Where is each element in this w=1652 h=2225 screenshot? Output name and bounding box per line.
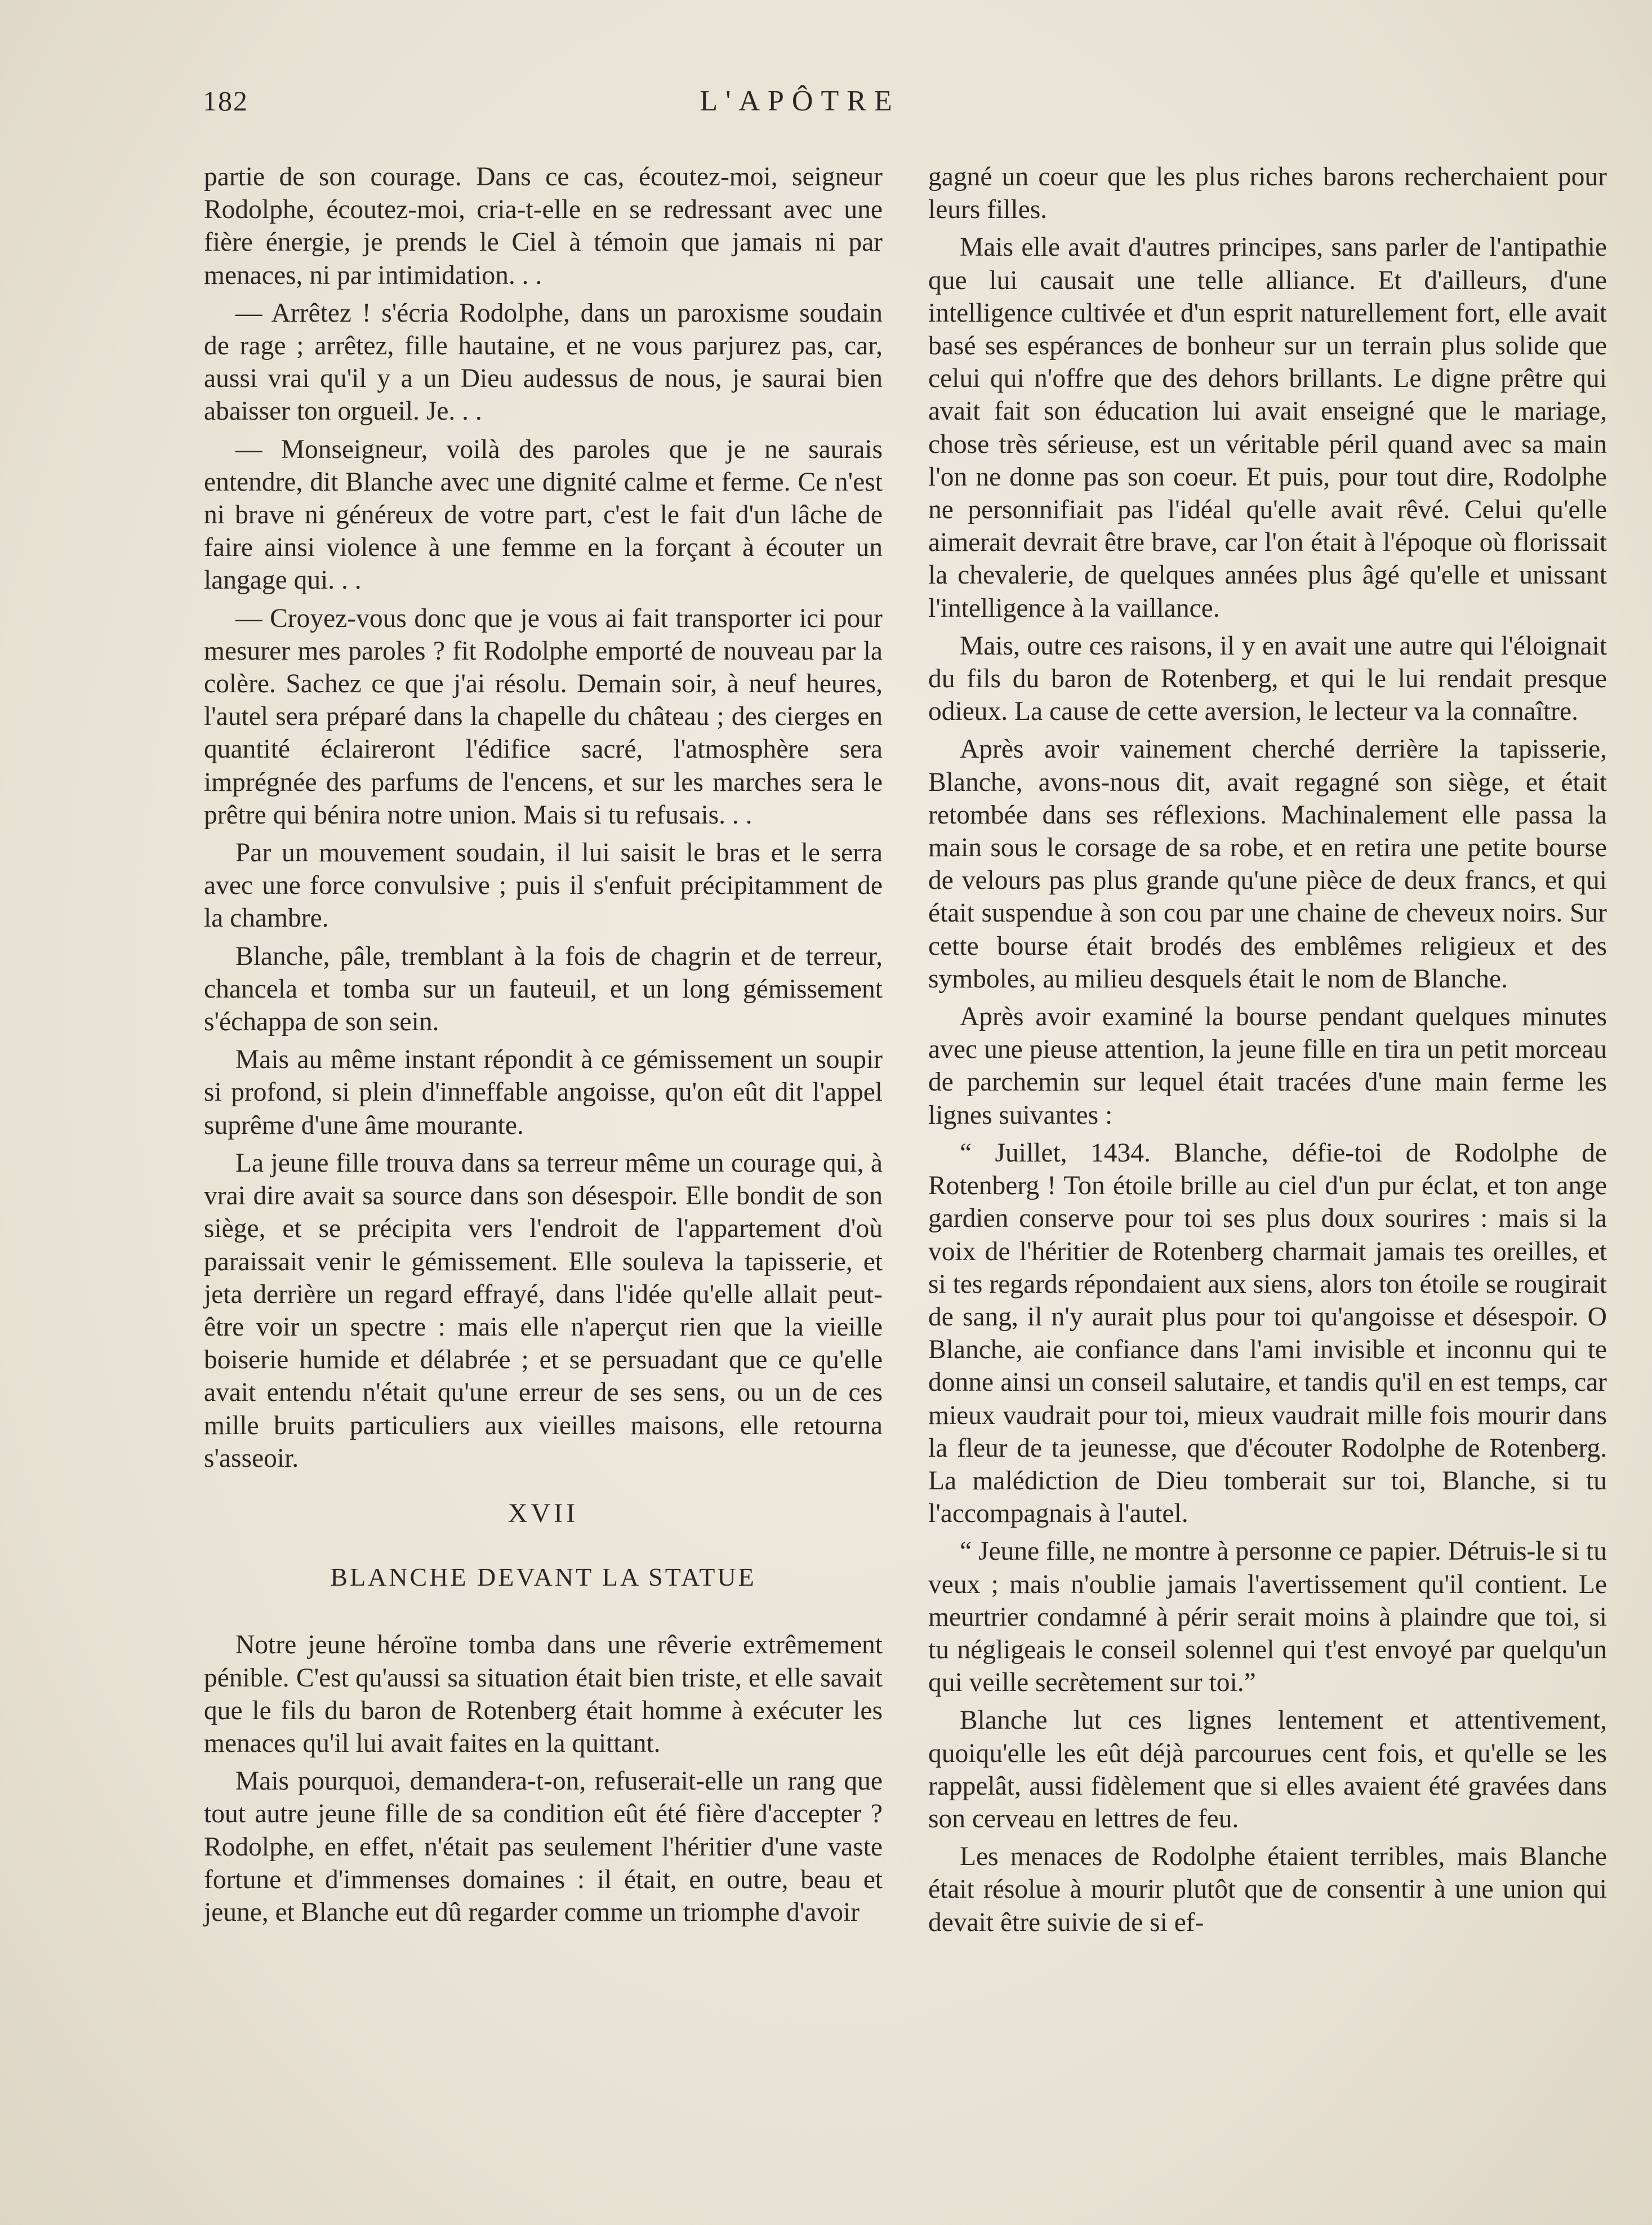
- chapter-number: XVII: [507, 1498, 579, 1528]
- paragraph: Mais pourquoi, demandera-t-on, refuserait-elle un rang que tout autre jeune fille de sa condition eût été fière d'accepter ? Rodolphe, en effet, n'était pas seulement l'héritier d'une vaste fortune et d'immenses domaines : il était, en outre, beau et jeune, et Blanche eut dû regarder comme un triomphe d'avoir: [204, 1766, 883, 1927]
- paragraph: Par un mouvement soudain, il lui saisit le bras et le serra avec une force convulsive ; puis il s'enfuit précipitamment de la chambre.: [204, 838, 883, 933]
- paragraph: — Monseigneur, voilà des paroles que je ne saurais entendre, dit Blanche avec une dignité calme et ferme. Ce n'est ni brave ni généreux de votre part, c'est le fait d'un lâche de faire ainsi violence à une femme en la forçant à écouter un langage qui. . .: [204, 434, 883, 595]
- quoted-letter: “ Juillet, 1434. Blanche, défie-toi de Rodolphe de Rotenberg ! Ton étoile brille au ciel d'un pur éclat, et ton ange gardien conserve pour toi ses plus doux sourires : mais si la voix de l'héritier de Rotenberg charmait jamais tes oreilles, et si tes regards répondaient aux siens, alors ton étoile se rougirait de sang, il n'y aurait plus pour toi qu'angoisse et désespoir. O Blanche, aie confiance dans l'ami invisible et inconnu qui te donne ainsi un conseil salutaire, et tandis qu'il en est temps, car mieux vaudrait pour toi, mieux vaudrait mille fois mourir dans la fleur de ta jeunesse, que d'écouter Rodolphe de Rotenberg. La malédiction de Dieu tomberait sur toi, Blanche, si tu l'accompagnais à l'autel.: [928, 1138, 1607, 1529]
- page-number: 182: [203, 85, 248, 117]
- paragraph: Blanche lut ces lignes lentement et attentivement, quoiqu'elle les eût déjà parcourues cent fois, et qu'elle se les rappelât, aussi fidèlement que si elles avaient été gravées dans son cerveau en lettres de feu.: [928, 1706, 1607, 1834]
- chapter-title: BLANCHE DEVANT LA STATUE: [330, 1563, 756, 1592]
- paragraph: Mais, outre ces raisons, il y en avait une autre qui l'éloignait du fils du baron de Rotenberg, et qui le lui rendait presque odieux. La cause de cette aversion, le lecteur va la connaître.: [928, 631, 1607, 727]
- paragraph: Après avoir examiné la bourse pendant quelques minutes avec une pieuse attention, la jeune fille en tira un petit morceau de parchemin sur lequel était tracées d'une main ferme les lignes suivantes :: [928, 1002, 1607, 1130]
- running-head: [203, 84, 1397, 124]
- paragraph: La jeune fille trouva dans sa terreur même un courage qui, à vrai dire avait sa source dans son désespoir. Elle bondit de son siège, et se précipita vers l'endroit de l'appartement d'où paraissait venir le gémissement. Elle souleva la tapisserie, et jeta derrière un regard effrayé, dans l'idée qu'elle allait peut-être voir un spectre : mais elle n'aperçut rien que la vieille boiserie humide et délabrée ; et se persuadant que ce qu'elle avait entendu n'était qu'une erreur de ses sens, ou un de ces mille bruits particuliers aux vieilles maisons, elle retourna s'asseoir.: [204, 1148, 883, 1473]
- paragraph: Mais au même instant répondit à ce gémissement un soupir si profond, si plein d'inneffable angoisse, qu'on eût dit l'appel suprême d'une âme mourante.: [204, 1045, 883, 1140]
- paragraph: Après avoir vainement cherché derrière la tapisserie, Blanche, avons-nous dit, avait regagné son siège, et était retombée dans ses réflexions. Machinalement elle passa la main sous le corsage de sa robe, et en retira une petite bourse de velours pas plus grande qu'une pièce de deux francs, et qui était suspendue à son cou par une chaine de cheveux noirs. Sur cette bourse était brodés des emblêmes religieux et des symboles, au milieu desquels était le nom de Blanche.: [928, 735, 1607, 994]
- journal-title: L'APÔTRE: [700, 85, 900, 117]
- paragraph: gagné un coeur que les plus riches barons recherchaient pour leurs filles.: [928, 162, 1607, 225]
- left-column: [204, 161, 883, 1934]
- paragraph: Les menaces de Rodolphe étaient terribles, mais Blanche était résolue à mourir plutôt que de consentir à une union qui devait être suivie de si ef-: [928, 1842, 1607, 1937]
- paragraph: Blanche, pâle, tremblant à la fois de chagrin et de terreur, chancela et tomba sur un fauteuil, et un long gémissement s'échappa de son sein.: [204, 941, 883, 1037]
- paragraph: Mais elle avait d'autres principes, sans parler de l'antipathie que lui causait une telle alliance. Et d'ailleurs, d'une intelligence cultivée et d'un esprit naturellement fort, elle avait basé ses espérances de bonheur sur un terrain plus solide que celui qui n'offre que des dehors brillants. Le digne prêtre qui avait fait son éducation lui avait enseigné que le mariage, chose très sérieuse, est un véritable péril quand avec sa main l'on ne donne pas son coeur. Et puis, pour tout dire, Rodolphe ne personnifiait pas l'idéal qu'elle avait rêvé. Celui qu'elle aimerait devrait être brave, car l'on était à l'époque où florissait la chevalerie, de quelques années plus âgé qu'elle et unissant l'intelligence à la vaillance.: [928, 233, 1607, 623]
- paragraph: partie de son courage. Dans ce cas, écoutez-moi, seigneur Rodolphe, écoutez-moi, cria-t-elle en se redressant avec une fière énergie, je prends le Ciel à témoin que jamais ni par menaces, ni par intimidation. . .: [204, 162, 883, 290]
- paragraph: — Arrêtez ! s'écria Rodolphe, dans un paroxisme soudain de rage ; arrêtez, fille hautaine, et ne vous parjurez pas, car, aussi vrai qu'il y a un Dieu audessus de nous, je saurai bien abaisser ton orgueil. Je. . .: [204, 298, 883, 426]
- paragraph: — Croyez-vous donc que je vous ai fait transporter ici pour mesurer mes paroles ? fit Rodolphe emporté de nouveau par la colère. Sachez ce que j'ai résolu. Demain soir, à neuf heures, l'autel sera préparé dans la chapelle du château ; des cierges en quantité éclaireront l'édifice sacré, l'atmosphère sera imprégnée des parfums de l'encens, et sur les marches sera le prêtre qui bénira notre union. Mais si tu refusais. . .: [204, 603, 883, 830]
- paragraph: Notre jeune héroïne tomba dans une rêverie extrêmement pénible. C'est qu'aussi sa situation était bien triste, et elle savait que le fils du baron de Rotenberg était homme à exécuter les menaces qu'il lui avait faites en la quittant.: [204, 1630, 883, 1758]
- quoted-letter: “ Jeune fille, ne montre à personne ce papier. Détruis-le si tu veux ; mais n'oublie jamais l'avertissement qu'il contient. Le meurtrier condamné à périr serait moins à plaindre que toi, si tu négligeais le conseil solennel qui t'est envoyé par quelqu'un qui veille secrètement sur toi.”: [928, 1537, 1607, 1698]
- right-column: [928, 161, 1607, 1944]
